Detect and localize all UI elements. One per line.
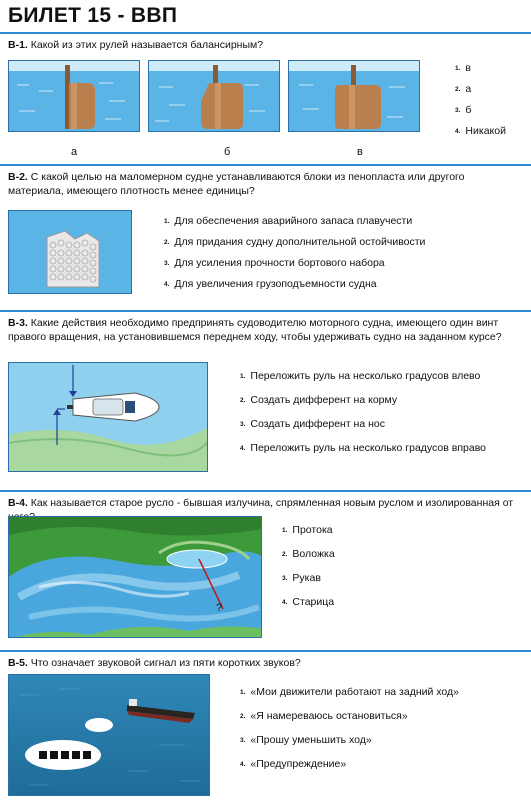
answer-option[interactable]: $^{2.}$ «Я намереваюсь остановиться» xyxy=(240,710,408,722)
page-title: БИЛЕТ 15 - ВВП xyxy=(8,4,178,27)
question-text: С какой целью на маломерном судне устанавливаются блоки из пенопласта или другого материала, имеющего плотность менее единицы? xyxy=(8,171,465,197)
answer-option[interactable]: $^{2.}$ Создать дифферент на корму xyxy=(240,394,398,406)
question-text: Как называется старое русло - бывшая излучина, спрямленная новым руслом и изолированная от xyxy=(30,497,514,509)
question-5 xyxy=(8,656,523,670)
answer-option[interactable]: $^{3.}$ б xyxy=(455,104,472,116)
question-number: В-2. xyxy=(8,171,28,183)
caption-a: а xyxy=(71,146,78,158)
answer-option[interactable]: $^{1.}$ «Мои движители работают на задний ход» xyxy=(240,686,459,698)
question-text: Что означает звуковой сигнал из пяти коротких звуков? xyxy=(30,657,301,669)
divider xyxy=(0,650,531,652)
divider xyxy=(0,32,531,34)
rudder-image-b xyxy=(148,60,280,132)
foam-block-image xyxy=(8,210,132,294)
sound-signal-image xyxy=(8,674,210,796)
divider xyxy=(0,310,531,312)
answer-option[interactable]: $^{1.}$ Переложить руль на несколько градусов влево xyxy=(240,370,481,382)
answer-option[interactable]: $^{1.}$ в xyxy=(455,62,471,74)
answer-option[interactable]: $^{4.}$ Для увеличения грузоподъемности судна xyxy=(164,278,377,290)
motorboat-image xyxy=(8,362,208,472)
question-number: В-1. xyxy=(8,39,28,51)
answer-option[interactable]: $^{3.}$ «Прошу уменьшить ход» xyxy=(240,734,372,746)
answer-option[interactable]: $^{2.}$ Для придания судну дополнительной остойчивости xyxy=(164,236,426,248)
answer-option[interactable]: $^{4.}$ Переложить руль на несколько градусов вправо xyxy=(240,442,486,454)
answer-option[interactable]: $^{1.}$ Протока xyxy=(282,524,333,536)
answer-option[interactable]: $^{2.}$ Воложка xyxy=(282,548,335,560)
divider xyxy=(0,164,531,166)
rudder-image-v xyxy=(288,60,420,132)
answer-option[interactable]: $^{4.}$ Никакой xyxy=(455,125,506,137)
map-question-mark: ? xyxy=(216,602,223,614)
answer-option[interactable]: $^{1.}$ Для обеспечения аварийного запаса плавучести xyxy=(164,215,413,227)
question-3 xyxy=(8,316,523,344)
question-1 xyxy=(8,38,523,52)
question-text: Какой из этих рулей называется балансирным? xyxy=(30,39,264,51)
question-text: Какие действия необходимо предпринять судоводителю моторного судна, имеющего один винт правого вращения, на установившемся переднем ходу, чтобы удерживать судно на заданном курсе? xyxy=(8,317,502,343)
river-map-image xyxy=(8,516,262,638)
question-number: В-3. xyxy=(8,317,28,329)
caption-b: б xyxy=(224,146,231,158)
answer-option[interactable]: $^{4.}$ Старица xyxy=(282,596,335,608)
rudder-image-a xyxy=(8,60,140,132)
answer-option[interactable]: $^{4.}$ «Предупреждение» xyxy=(240,758,347,770)
caption-v: в xyxy=(357,146,363,158)
divider xyxy=(0,490,531,492)
answer-option[interactable]: $^{3.}$ Рукав xyxy=(282,572,321,584)
question-2 xyxy=(8,170,523,198)
answer-option[interactable]: $^{2.}$ а xyxy=(455,83,472,95)
question-number: В-4. xyxy=(8,497,28,509)
answer-option[interactable]: $^{3.}$ Создать дифферент на нос xyxy=(240,418,385,430)
answer-option[interactable]: $^{3.}$ Для усиления прочности бортового набора xyxy=(164,257,385,269)
question-number: В-5. xyxy=(8,657,28,669)
